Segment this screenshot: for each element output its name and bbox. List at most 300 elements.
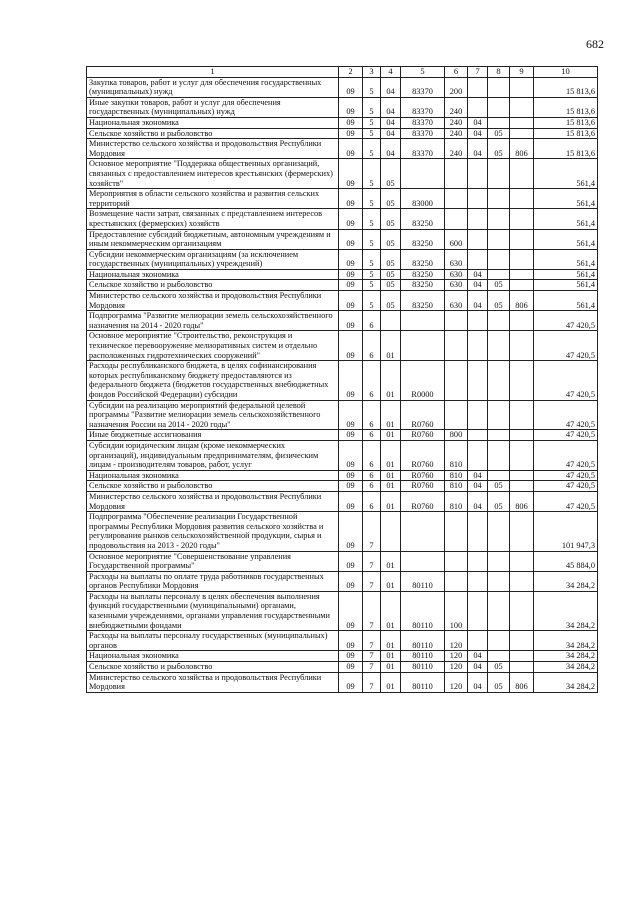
table-row xyxy=(87,229,598,249)
table-row xyxy=(87,249,598,269)
row-cell-c2: 09 xyxy=(339,269,363,280)
row-name-cell: Министерство сельского хозяйства и продовольствия Республики Мордовия xyxy=(87,291,339,311)
row-cell-c4: 05 xyxy=(381,269,401,280)
row-cell-c10: 47 420,5 xyxy=(534,470,598,481)
row-cell-c2: 09 xyxy=(339,159,363,189)
row-name-cell: Расходы на выплаты персоналу государственных (муниципальных) органов xyxy=(87,631,339,651)
row-cell-c9 xyxy=(510,651,534,662)
row-cell-c10: 47 420,5 xyxy=(534,430,598,441)
table-row xyxy=(87,400,598,430)
row-cell-c2: 09 xyxy=(339,249,363,269)
row-cell-c6: 600 xyxy=(445,229,468,249)
row-cell-c6 xyxy=(445,311,468,331)
row-cell-c8 xyxy=(488,189,510,209)
row-cell-c7 xyxy=(468,631,488,651)
row-name-cell: Расходы на выплаты по оплате труда работников государственных органов Республики Мордовия xyxy=(87,571,339,591)
row-cell-c6 xyxy=(445,331,468,361)
row-cell-c10: 561,4 xyxy=(534,249,598,269)
row-cell-c4: 01 xyxy=(381,551,401,571)
table-row xyxy=(87,77,598,97)
row-cell-c3: 5 xyxy=(363,269,381,280)
row-cell-c9 xyxy=(510,470,534,481)
row-cell-c7 xyxy=(468,97,488,117)
row-cell-c2: 09 xyxy=(339,662,363,673)
row-cell-c6: 810 xyxy=(445,481,468,492)
row-cell-c2: 09 xyxy=(339,128,363,139)
row-cell-c2: 09 xyxy=(339,551,363,571)
row-cell-c10: 15 813,6 xyxy=(534,77,598,97)
row-cell-c10: 47 420,5 xyxy=(534,331,598,361)
row-cell-c5: 83250 xyxy=(401,229,445,249)
row-cell-c3: 5 xyxy=(363,280,381,291)
row-cell-c3: 6 xyxy=(363,331,381,361)
row-cell-c7 xyxy=(468,571,488,591)
row-cell-c8 xyxy=(488,97,510,117)
row-cell-c10: 561,4 xyxy=(534,269,598,280)
row-cell-c5: 80110 xyxy=(401,571,445,591)
header-cell: 7 xyxy=(468,67,488,78)
table-row xyxy=(87,291,598,311)
row-cell-c7: 04 xyxy=(468,280,488,291)
row-name-cell: Субсидии юридическим лицам (кроме некоммерческих организаций), индивидуальным предпринимателям, физическим лицам - производителям товаров, работ, услуг xyxy=(87,440,339,470)
row-cell-c2: 09 xyxy=(339,440,363,470)
row-cell-c2: 09 xyxy=(339,400,363,430)
row-cell-c8 xyxy=(488,117,510,128)
header-cell: 6 xyxy=(445,67,468,78)
row-cell-c6: 120 xyxy=(445,651,468,662)
table-row xyxy=(87,97,598,117)
row-name-cell: Субсидии некоммерческим организациям (за исключением государственных (муниципальных) учреждений) xyxy=(87,249,339,269)
row-cell-c9 xyxy=(510,311,534,331)
row-cell-c9 xyxy=(510,361,534,400)
row-name-cell: Национальная экономика xyxy=(87,269,339,280)
row-cell-c4: 05 xyxy=(381,291,401,311)
row-cell-c10: 47 420,5 xyxy=(534,440,598,470)
row-cell-c4: 01 xyxy=(381,591,401,630)
row-cell-c8: 05 xyxy=(488,662,510,673)
table-row xyxy=(87,551,598,571)
row-cell-c3: 6 xyxy=(363,470,381,481)
row-cell-c7 xyxy=(468,551,488,571)
row-cell-c7: 04 xyxy=(468,672,488,692)
row-cell-c2: 09 xyxy=(339,672,363,692)
row-cell-c2: 09 xyxy=(339,512,363,551)
row-cell-c6 xyxy=(445,189,468,209)
row-cell-c2: 09 xyxy=(339,189,363,209)
row-cell-c8: 05 xyxy=(488,672,510,692)
row-cell-c2: 09 xyxy=(339,311,363,331)
row-cell-c3: 7 xyxy=(363,591,381,630)
row-name-cell: Расходы на выплаты персоналу в целях обеспечения выполнения функций государственными (муниципальными) органами, казенными учреждениями, органами управления государственными внебюджетными фондами xyxy=(87,591,339,630)
row-cell-c9 xyxy=(510,631,534,651)
row-cell-c3: 5 xyxy=(363,139,381,159)
row-cell-c2: 09 xyxy=(339,77,363,97)
row-cell-c10: 15 813,6 xyxy=(534,97,598,117)
row-cell-c9 xyxy=(510,400,534,430)
row-cell-c2: 09 xyxy=(339,117,363,128)
row-cell-c9 xyxy=(510,249,534,269)
row-cell-c2: 09 xyxy=(339,280,363,291)
table-row xyxy=(87,128,598,139)
row-cell-c8 xyxy=(488,77,510,97)
row-cell-c4: 01 xyxy=(381,662,401,673)
row-cell-c2: 09 xyxy=(339,481,363,492)
row-cell-c6: 630 xyxy=(445,280,468,291)
row-cell-c7 xyxy=(468,591,488,630)
row-cell-c5: 80110 xyxy=(401,631,445,651)
row-cell-c5: 83250 xyxy=(401,291,445,311)
row-cell-c8: 05 xyxy=(488,128,510,139)
row-cell-c8 xyxy=(488,571,510,591)
row-cell-c3: 6 xyxy=(363,481,381,492)
row-cell-c5: 83000 xyxy=(401,189,445,209)
row-cell-c2: 09 xyxy=(339,361,363,400)
row-cell-c10: 561,4 xyxy=(534,209,598,229)
row-cell-c3: 6 xyxy=(363,491,381,511)
row-name-cell: Сельское хозяйство и рыболовство xyxy=(87,280,339,291)
row-cell-c4: 01 xyxy=(381,481,401,492)
row-cell-c7: 04 xyxy=(468,117,488,128)
row-cell-c3: 5 xyxy=(363,291,381,311)
table-row xyxy=(87,269,598,280)
row-cell-c7: 04 xyxy=(468,269,488,280)
row-cell-c8 xyxy=(488,400,510,430)
row-cell-c2: 09 xyxy=(339,591,363,630)
row-cell-c7 xyxy=(468,440,488,470)
row-cell-c2: 09 xyxy=(339,97,363,117)
row-cell-c6: 200 xyxy=(445,77,468,97)
row-cell-c6: 630 xyxy=(445,269,468,280)
table-row xyxy=(87,361,598,400)
row-cell-c10: 47 420,5 xyxy=(534,400,598,430)
row-cell-c5: R0000 xyxy=(401,361,445,400)
row-cell-c9: 806 xyxy=(510,672,534,692)
table-row xyxy=(87,311,598,331)
row-cell-c8 xyxy=(488,159,510,189)
row-name-cell: Сельское хозяйство и рыболовство xyxy=(87,662,339,673)
row-cell-c9 xyxy=(510,209,534,229)
row-cell-c10: 15 813,6 xyxy=(534,139,598,159)
row-cell-c8 xyxy=(488,249,510,269)
row-cell-c2: 09 xyxy=(339,631,363,651)
row-cell-c9 xyxy=(510,591,534,630)
row-cell-c10: 34 284,2 xyxy=(534,631,598,651)
row-cell-c5: R0760 xyxy=(401,430,445,441)
row-cell-c5: 80110 xyxy=(401,651,445,662)
page-number: 682 xyxy=(586,37,604,51)
row-cell-c7: 04 xyxy=(468,651,488,662)
row-cell-c4: 01 xyxy=(381,470,401,481)
row-name-cell: Подпрограмма "Развитие мелиорации земель сельскохозяйственного назначения на 2014 - 2020 годы" xyxy=(87,311,339,331)
row-name-cell: Подпрограмма "Обеспечение реализации Государственной программы Республики Мордовия развития сельского хозяйства и регулирования рынков сельскохозяйственной продукции, сырья и продовольствия на 2013 - 2020 годы" xyxy=(87,512,339,551)
row-cell-c8 xyxy=(488,430,510,441)
row-cell-c3: 7 xyxy=(363,551,381,571)
row-cell-c6: 810 xyxy=(445,440,468,470)
row-cell-c3: 6 xyxy=(363,361,381,400)
row-cell-c5: R0760 xyxy=(401,470,445,481)
row-cell-c8 xyxy=(488,269,510,280)
row-name-cell: Министерство сельского хозяйства и продовольствия Республики Мордовия xyxy=(87,491,339,511)
row-name-cell: Основное мероприятие "Строительство, реконструкция и техническое перевооружение мелиоративных систем и отдельно расположенных гидротехнических сооружений" xyxy=(87,331,339,361)
table-row xyxy=(87,440,598,470)
row-cell-c5: 80110 xyxy=(401,662,445,673)
row-cell-c7: 04 xyxy=(468,491,488,511)
row-cell-c6: 120 xyxy=(445,662,468,673)
row-name-cell: Национальная экономика xyxy=(87,470,339,481)
row-cell-c4: 05 xyxy=(381,189,401,209)
row-cell-c7: 04 xyxy=(468,128,488,139)
row-cell-c7 xyxy=(468,361,488,400)
row-cell-c4: 01 xyxy=(381,491,401,511)
table-row xyxy=(87,481,598,492)
row-cell-c10: 15 813,6 xyxy=(534,117,598,128)
row-cell-c7 xyxy=(468,209,488,229)
row-cell-c7 xyxy=(468,77,488,97)
header-cell: 2 xyxy=(339,67,363,78)
row-name-cell: Мероприятия в области сельского хозяйства и развития сельских территорий xyxy=(87,189,339,209)
row-name-cell: Министерство сельского хозяйства и продовольствия Республики Мордовия xyxy=(87,139,339,159)
row-cell-c8 xyxy=(488,331,510,361)
row-cell-c9 xyxy=(510,571,534,591)
row-cell-c7: 04 xyxy=(468,139,488,159)
row-cell-c5: R0760 xyxy=(401,491,445,511)
row-cell-c4: 01 xyxy=(381,672,401,692)
row-cell-c5: R0760 xyxy=(401,481,445,492)
row-cell-c5: 83370 xyxy=(401,128,445,139)
row-cell-c8 xyxy=(488,440,510,470)
row-cell-c3: 6 xyxy=(363,440,381,470)
row-cell-c6: 810 xyxy=(445,470,468,481)
row-cell-c4: 05 xyxy=(381,209,401,229)
table-row xyxy=(87,491,598,511)
row-cell-c2: 09 xyxy=(339,430,363,441)
row-cell-c9 xyxy=(510,512,534,551)
row-cell-c7 xyxy=(468,229,488,249)
table-row xyxy=(87,139,598,159)
row-cell-c7 xyxy=(468,331,488,361)
row-cell-c10: 34 284,2 xyxy=(534,662,598,673)
header-cell: 1 xyxy=(87,67,339,78)
row-cell-c10: 34 284,2 xyxy=(534,591,598,630)
row-cell-c4: 05 xyxy=(381,249,401,269)
row-cell-c9: 806 xyxy=(510,491,534,511)
budget-table xyxy=(86,66,598,693)
row-cell-c6 xyxy=(445,400,468,430)
row-name-cell: Основное мероприятие "Поддержка общественных организаций, связанных с предоставлением интересов крестьянских (фермерских) хозяйств" xyxy=(87,159,339,189)
row-name-cell: Основное мероприятие "Совершенствование управления Государственной программы" xyxy=(87,551,339,571)
row-cell-c4: 01 xyxy=(381,440,401,470)
row-cell-c10: 561,4 xyxy=(534,189,598,209)
row-cell-c2: 09 xyxy=(339,291,363,311)
row-cell-c8 xyxy=(488,512,510,551)
row-cell-c9 xyxy=(510,117,534,128)
row-cell-c3: 6 xyxy=(363,400,381,430)
row-cell-c10: 47 420,5 xyxy=(534,481,598,492)
row-name-cell: Сельское хозяйство и рыболовство xyxy=(87,128,339,139)
row-cell-c6: 630 xyxy=(445,291,468,311)
table-row xyxy=(87,591,598,630)
row-cell-c4: 01 xyxy=(381,331,401,361)
row-cell-c6 xyxy=(445,159,468,189)
row-cell-c4: 04 xyxy=(381,117,401,128)
row-cell-c8 xyxy=(488,361,510,400)
row-cell-c10: 34 284,2 xyxy=(534,651,598,662)
row-cell-c5: 83370 xyxy=(401,77,445,97)
row-cell-c7: 04 xyxy=(468,291,488,311)
row-cell-c2: 09 xyxy=(339,491,363,511)
row-cell-c10: 561,4 xyxy=(534,291,598,311)
row-cell-c8 xyxy=(488,229,510,249)
row-cell-c9 xyxy=(510,440,534,470)
row-cell-c9 xyxy=(510,430,534,441)
row-cell-c9 xyxy=(510,97,534,117)
table-row xyxy=(87,280,598,291)
table-row xyxy=(87,159,598,189)
header-cell: 4 xyxy=(381,67,401,78)
row-cell-c7 xyxy=(468,512,488,551)
row-cell-c4: 05 xyxy=(381,159,401,189)
row-cell-c9 xyxy=(510,331,534,361)
row-cell-c7: 04 xyxy=(468,470,488,481)
row-cell-c7: 04 xyxy=(468,481,488,492)
row-name-cell: Расходы республиканского бюджета, в целях софинансирования которых республиканскому бюджету предоставляются из федерального бюджета (бюджетов государственных внебюджетных фондов Российской Федерации) субсидии xyxy=(87,361,339,400)
row-name-cell: Предоставление субсидий бюджетным, автономным учреждениям и иным некоммерческим организациям xyxy=(87,229,339,249)
table-body xyxy=(87,77,598,692)
table-row xyxy=(87,672,598,692)
table-row xyxy=(87,651,598,662)
header-cell: 8 xyxy=(488,67,510,78)
row-cell-c6: 810 xyxy=(445,491,468,511)
row-name-cell: Иные закупки товаров, работ и услуг для обеспечения государственных (муниципальных) нужд xyxy=(87,97,339,117)
row-cell-c8 xyxy=(488,591,510,630)
row-cell-c6: 240 xyxy=(445,97,468,117)
table-row xyxy=(87,662,598,673)
row-cell-c10: 15 813,6 xyxy=(534,128,598,139)
row-cell-c8 xyxy=(488,311,510,331)
table-row xyxy=(87,189,598,209)
row-cell-c3: 7 xyxy=(363,662,381,673)
row-cell-c6: 240 xyxy=(445,139,468,159)
row-cell-c6 xyxy=(445,512,468,551)
row-name-cell: Национальная экономика xyxy=(87,651,339,662)
row-cell-c4: 04 xyxy=(381,139,401,159)
row-cell-c3: 6 xyxy=(363,430,381,441)
table-row xyxy=(87,631,598,651)
row-cell-c8: 05 xyxy=(488,139,510,159)
row-cell-c4: 04 xyxy=(381,97,401,117)
row-cell-c3: 5 xyxy=(363,159,381,189)
row-cell-c6 xyxy=(445,551,468,571)
row-cell-c9 xyxy=(510,189,534,209)
row-cell-c9 xyxy=(510,128,534,139)
row-cell-c4: 01 xyxy=(381,361,401,400)
row-cell-c9 xyxy=(510,551,534,571)
row-cell-c3: 7 xyxy=(363,512,381,551)
row-cell-c10: 34 284,2 xyxy=(534,571,598,591)
row-cell-c7 xyxy=(468,311,488,331)
row-cell-c3: 7 xyxy=(363,651,381,662)
row-cell-c6 xyxy=(445,361,468,400)
row-cell-c9 xyxy=(510,77,534,97)
row-cell-c5: 83250 xyxy=(401,249,445,269)
row-cell-c2: 09 xyxy=(339,470,363,481)
row-cell-c10: 47 420,5 xyxy=(534,491,598,511)
table-header-row xyxy=(87,67,598,78)
table-row xyxy=(87,430,598,441)
row-cell-c5 xyxy=(401,512,445,551)
table-row xyxy=(87,470,598,481)
row-cell-c8: 05 xyxy=(488,491,510,511)
row-name-cell: Закупка товаров, работ и услуг для обеспечения государственных (муниципальных) нужд xyxy=(87,77,339,97)
row-cell-c6: 240 xyxy=(445,128,468,139)
row-cell-c3: 5 xyxy=(363,117,381,128)
row-cell-c6 xyxy=(445,571,468,591)
row-cell-c3: 5 xyxy=(363,229,381,249)
row-cell-c3: 5 xyxy=(363,77,381,97)
row-cell-c5: 83250 xyxy=(401,209,445,229)
row-cell-c7 xyxy=(468,159,488,189)
row-cell-c3: 7 xyxy=(363,631,381,651)
row-cell-c3: 6 xyxy=(363,311,381,331)
row-name-cell: Возмещение части затрат, связанных с представлением интересов крестьянских (фермерских) хозяйств xyxy=(87,209,339,229)
row-cell-c6: 100 xyxy=(445,591,468,630)
row-cell-c3: 7 xyxy=(363,672,381,692)
row-cell-c4 xyxy=(381,311,401,331)
row-cell-c3: 5 xyxy=(363,209,381,229)
row-cell-c6: 120 xyxy=(445,672,468,692)
row-cell-c10: 47 420,5 xyxy=(534,311,598,331)
row-cell-c5 xyxy=(401,551,445,571)
row-cell-c9 xyxy=(510,280,534,291)
row-name-cell: Министерство сельского хозяйства и продовольствия Республики Мордовия xyxy=(87,672,339,692)
row-cell-c3: 7 xyxy=(363,571,381,591)
row-cell-c10: 561,4 xyxy=(534,159,598,189)
row-cell-c4 xyxy=(381,512,401,551)
row-cell-c5 xyxy=(401,311,445,331)
row-cell-c4: 01 xyxy=(381,571,401,591)
row-cell-c5: 80110 xyxy=(401,591,445,630)
row-cell-c7 xyxy=(468,189,488,209)
row-cell-c3: 5 xyxy=(363,97,381,117)
row-cell-c5: 83370 xyxy=(401,117,445,128)
row-cell-c7: 04 xyxy=(468,662,488,673)
row-cell-c5 xyxy=(401,159,445,189)
row-cell-c8 xyxy=(488,551,510,571)
row-cell-c5: 80110 xyxy=(401,672,445,692)
row-cell-c4: 01 xyxy=(381,400,401,430)
row-cell-c10: 561,4 xyxy=(534,280,598,291)
row-cell-c3: 5 xyxy=(363,189,381,209)
row-cell-c7 xyxy=(468,249,488,269)
row-cell-c4: 04 xyxy=(381,128,401,139)
header-cell: 9 xyxy=(510,67,534,78)
row-cell-c5: 83370 xyxy=(401,97,445,117)
row-cell-c5: 83370 xyxy=(401,139,445,159)
row-cell-c6: 120 xyxy=(445,631,468,651)
row-cell-c2: 09 xyxy=(339,571,363,591)
row-cell-c5: R0760 xyxy=(401,400,445,430)
row-cell-c8 xyxy=(488,651,510,662)
row-cell-c3: 5 xyxy=(363,128,381,139)
header-cell: 10 xyxy=(534,67,598,78)
row-cell-c4: 01 xyxy=(381,631,401,651)
row-cell-c6: 240 xyxy=(445,117,468,128)
row-cell-c4: 01 xyxy=(381,430,401,441)
row-cell-c8: 05 xyxy=(488,280,510,291)
table-row xyxy=(87,512,598,551)
row-cell-c2: 09 xyxy=(339,331,363,361)
row-cell-c7 xyxy=(468,400,488,430)
